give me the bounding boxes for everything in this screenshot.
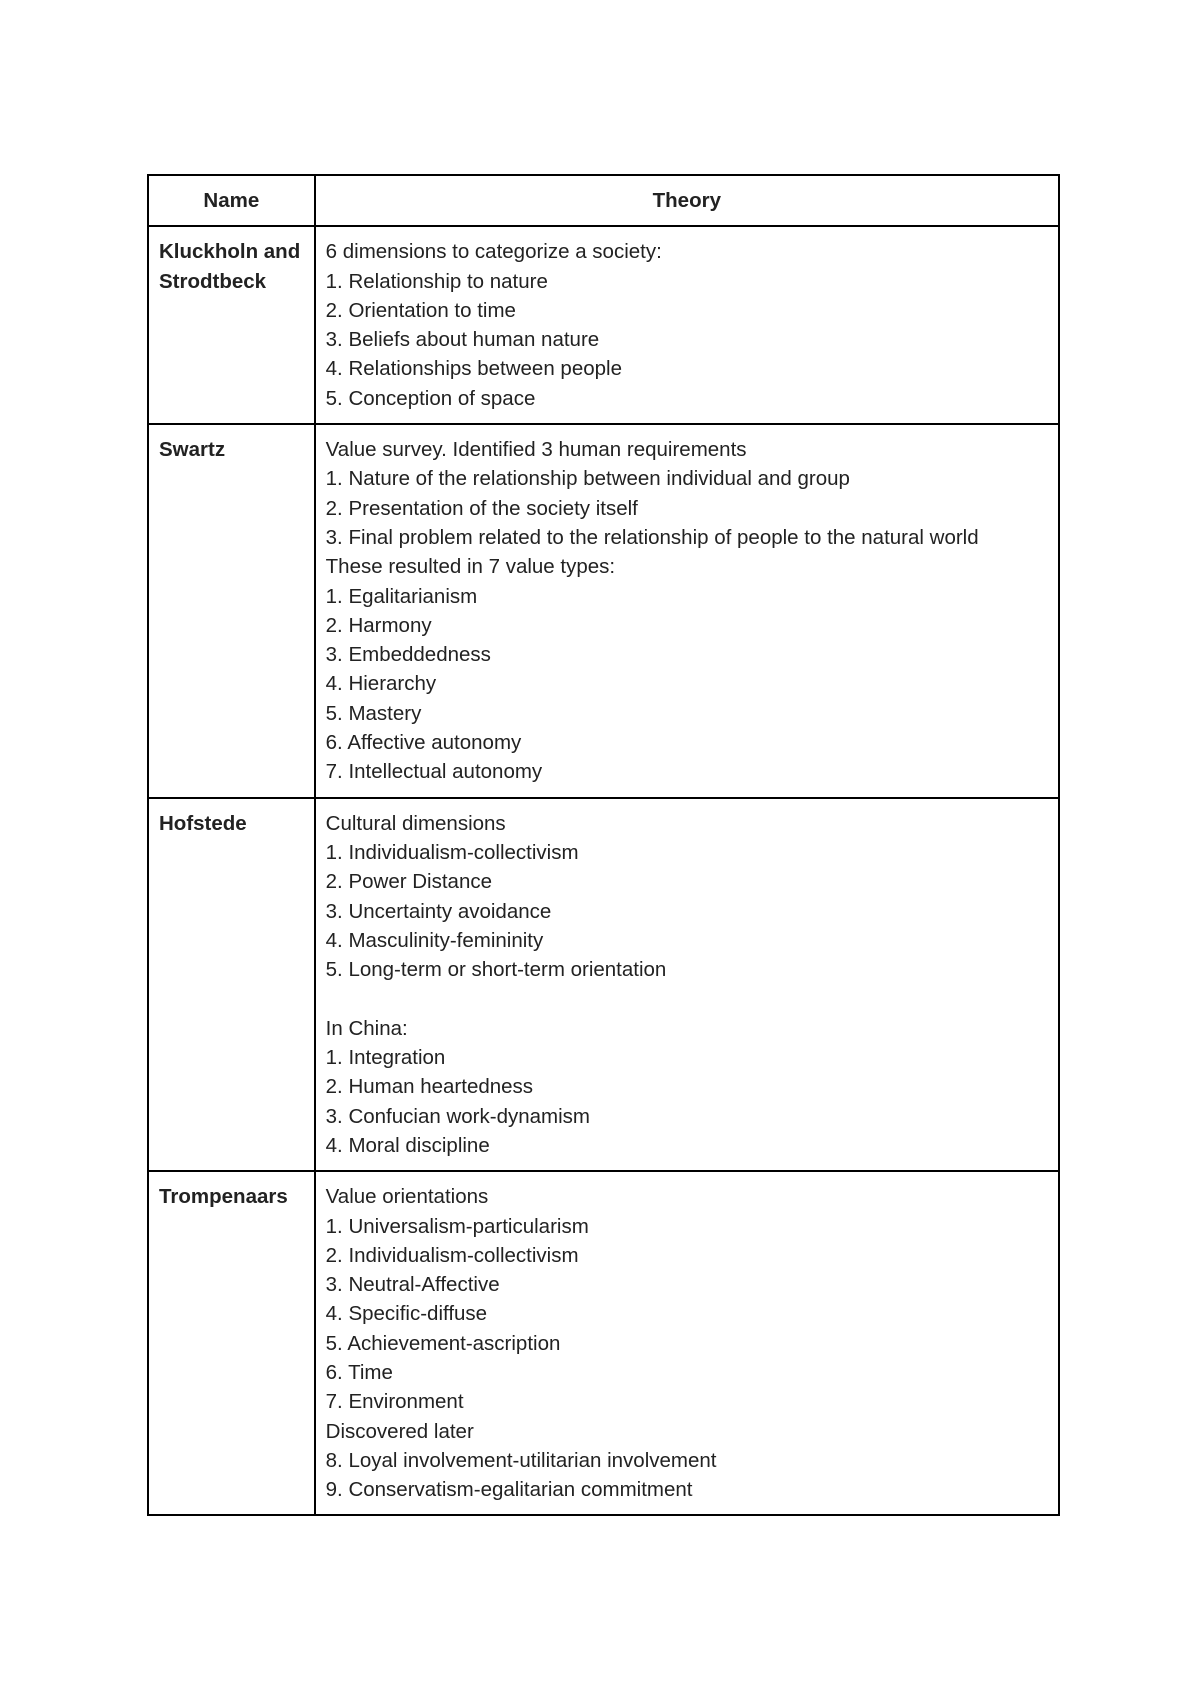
theory-cell: [315, 424, 1059, 798]
theory-line: 4. Relationships between people: [325, 357, 622, 381]
theory-line: 4. Masculinity-femininity: [325, 928, 544, 952]
theory-line: 2. Human heartedness: [325, 1075, 534, 1099]
table-body: [148, 226, 1059, 1515]
theory-line: 6. Time: [325, 1360, 393, 1384]
theory-line: 3. Uncertainty avoidance: [325, 899, 552, 923]
theory-line: 4. Hierarchy: [325, 672, 437, 696]
theory-line: 9. Conservatism-egalitarian commitment: [325, 1478, 693, 1502]
theory-line: 2. Harmony: [325, 613, 432, 637]
theory-line: 1. Integration: [325, 1046, 446, 1070]
theory-line: 3. Neutral-Affective: [325, 1273, 500, 1297]
theory-line: 3. Embeddedness: [325, 643, 491, 667]
theorist-name: Hofstede: [148, 798, 315, 1172]
theory-line: Cultural dimensions: [325, 811, 506, 835]
theory-line: 2. Presentation of the society itself: [325, 496, 638, 520]
theory-line: 1. Nature of the relationship between individual and group: [325, 467, 850, 491]
table-row: [148, 424, 1059, 798]
theory-line: 8. Loyal involvement-utilitarian involvement: [325, 1448, 717, 1472]
theory-line: 3. Beliefs about human nature: [325, 328, 600, 352]
theory-cell: [315, 226, 1059, 424]
theory-cell: [315, 798, 1059, 1172]
theory-line: 5. Mastery: [325, 701, 422, 725]
header-theory: Theory: [315, 175, 1059, 226]
theory-line: These resulted in 7 value types:: [325, 555, 616, 579]
theory-line: Value orientations: [325, 1185, 489, 1209]
table-row: [148, 798, 1059, 1172]
theory-line: 6 dimensions to categorize a society:: [325, 240, 662, 264]
theories-table: [147, 174, 1060, 1516]
theory-line: 7. Intellectual autonomy: [325, 760, 543, 784]
theory-line: 5. Long-term or short-term orientation: [325, 958, 667, 982]
theorist-name: Kluckholn and Strodtbeck: [148, 226, 315, 424]
theorist-name: Trompenaars: [148, 1171, 315, 1515]
theory-line: 1. Universalism-particularism: [325, 1214, 589, 1238]
table-row: [148, 1171, 1059, 1515]
theory-line: 2. Orientation to time: [325, 298, 516, 322]
theorist-name: Swartz: [148, 424, 315, 798]
theory-line: 3. Final problem related to the relationship of people to the natural world: [325, 525, 979, 549]
table-row: [148, 226, 1059, 424]
theory-line: 1. Egalitarianism: [325, 584, 478, 608]
theory-line: 1. Individualism-collectivism: [325, 840, 579, 864]
theory-line: 6. Affective autonomy: [325, 731, 522, 755]
table-header-row: [148, 175, 1059, 226]
theory-line: 3. Confucian work-dynamism: [325, 1104, 590, 1128]
theory-line: In China:: [325, 1016, 408, 1040]
theory-cell: [315, 1171, 1059, 1515]
theory-line: 5. Achievement-ascription: [325, 1331, 561, 1355]
theory-line: Discovered later: [325, 1419, 474, 1443]
theory-line: Value survey. Identified 3 human requirements: [325, 438, 747, 462]
theory-line: 2. Power Distance: [325, 870, 493, 894]
theory-line: 4. Moral discipline: [325, 1133, 490, 1157]
blank-line: [326, 984, 1048, 1013]
theory-line: 4. Specific-diffuse: [325, 1302, 488, 1326]
theory-line: 1. Relationship to nature: [325, 269, 548, 293]
theory-line: 2. Individualism-collectivism: [325, 1243, 579, 1267]
theory-line: 7. Environment: [325, 1390, 464, 1414]
header-name: Name: [148, 175, 315, 226]
theory-line: 5. Conception of space: [325, 386, 536, 410]
